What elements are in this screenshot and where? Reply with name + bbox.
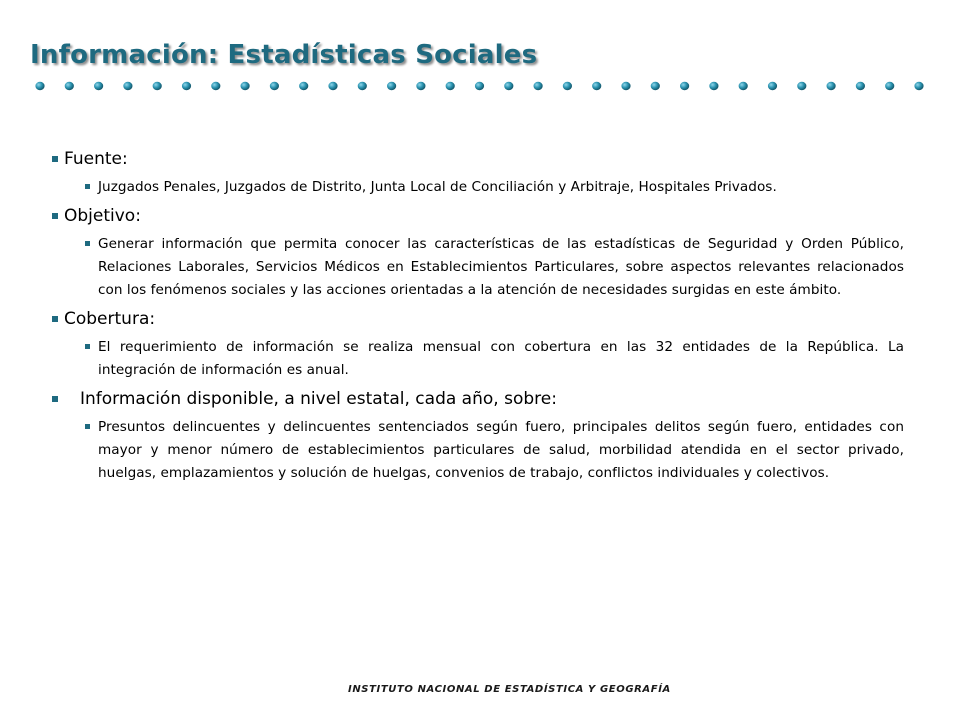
content-body xyxy=(52,148,904,491)
section-heading xyxy=(52,148,904,170)
decorative-dot xyxy=(241,82,250,90)
list-item-text: Juzgados Penales, Juzgados de Distrito, Junta Local de Conciliación y Arbitraje, Hospitales Privados. xyxy=(98,179,777,195)
decorative-dot xyxy=(299,82,308,90)
list-item xyxy=(52,233,904,302)
slide-title: Información: Estadísticas Sociales xyxy=(30,40,538,70)
section-heading-text: Fuente: xyxy=(64,149,128,169)
bullet-square-icon xyxy=(52,396,58,402)
decorative-dot xyxy=(709,82,718,90)
institution-logo-text: INSTITUTO NACIONAL DE ESTADÍSTICA Y GEOGRAFÍA xyxy=(348,684,671,695)
section-informacion-disponible xyxy=(52,388,904,485)
list-item-text: El requerimiento de información se realiza mensual con cobertura en las 32 entidades de la República. La integración de información es anual. xyxy=(98,339,904,378)
list-item xyxy=(52,336,904,382)
decorative-dot xyxy=(358,82,367,90)
decorative-dot xyxy=(65,82,74,90)
decorative-dot xyxy=(475,82,484,90)
decorative-dot xyxy=(563,82,572,90)
list-item xyxy=(52,416,904,485)
section-cobertura xyxy=(52,308,904,382)
decorative-dot xyxy=(35,82,44,90)
section-heading xyxy=(52,388,904,410)
decorative-dot xyxy=(592,82,601,90)
decorative-dot xyxy=(94,82,103,90)
decorative-dot xyxy=(387,82,396,90)
decorative-dot xyxy=(914,82,923,90)
decorative-dot xyxy=(270,82,279,90)
decorative-dot xyxy=(416,82,425,90)
bullet-square-icon xyxy=(52,316,58,322)
decorative-dot xyxy=(739,82,748,90)
decorative-dot xyxy=(621,82,630,90)
decorative-dot xyxy=(885,82,894,90)
decorative-dot xyxy=(153,82,162,90)
list-item-text: Presuntos delincuentes y delincuentes sentenciados según fuero, principales delitos según fuero, entidades con mayor y menor número de establecimientos particulares de salud, morbilidad atendida en el sector privado, huelgas, emplazamientos y solución de huelgas, convenios de trabajo, conflictos individuales y colectivos. xyxy=(98,419,904,481)
sub-bullet-icon xyxy=(85,424,90,429)
list-item-text: Generar información que permita conocer las características de las estadísticas de Seguridad y Orden Público, Relaciones Laborales, Servicios Médicos en Establecimientos Particulares, sobre aspectos relevantes relacionados con los fenómenos sociales y las acciones orientadas a la atención de necesidades surgidas en este ámbito. xyxy=(98,236,904,298)
decorative-dot xyxy=(856,82,865,90)
decorative-dot xyxy=(768,82,777,90)
decorative-dot xyxy=(504,82,513,90)
sub-bullet-icon xyxy=(85,241,90,246)
section-heading xyxy=(52,205,904,227)
decorative-dot-row xyxy=(28,78,938,94)
decorative-dot xyxy=(534,82,543,90)
sub-bullet-icon xyxy=(85,344,90,349)
decorative-dot xyxy=(827,82,836,90)
decorative-dot xyxy=(211,82,220,90)
decorative-dot xyxy=(651,82,660,90)
decorative-dot xyxy=(680,82,689,90)
section-heading xyxy=(52,308,904,330)
list-item xyxy=(52,176,904,199)
bullet-square-icon xyxy=(52,213,58,219)
section-objetivo xyxy=(52,205,904,302)
section-heading-text: Información disponible, a nivel estatal, cada año, sobre: xyxy=(80,389,557,409)
section-heading-text: Objetivo: xyxy=(64,206,141,226)
section-heading-text: Cobertura: xyxy=(64,309,156,329)
decorative-dot xyxy=(446,82,455,90)
decorative-dot xyxy=(328,82,337,90)
sub-bullet-icon xyxy=(85,184,90,189)
decorative-dot xyxy=(182,82,191,90)
decorative-dot xyxy=(797,82,806,90)
decorative-dot xyxy=(123,82,132,90)
bullet-square-icon xyxy=(52,156,58,162)
section-fuente xyxy=(52,148,904,199)
